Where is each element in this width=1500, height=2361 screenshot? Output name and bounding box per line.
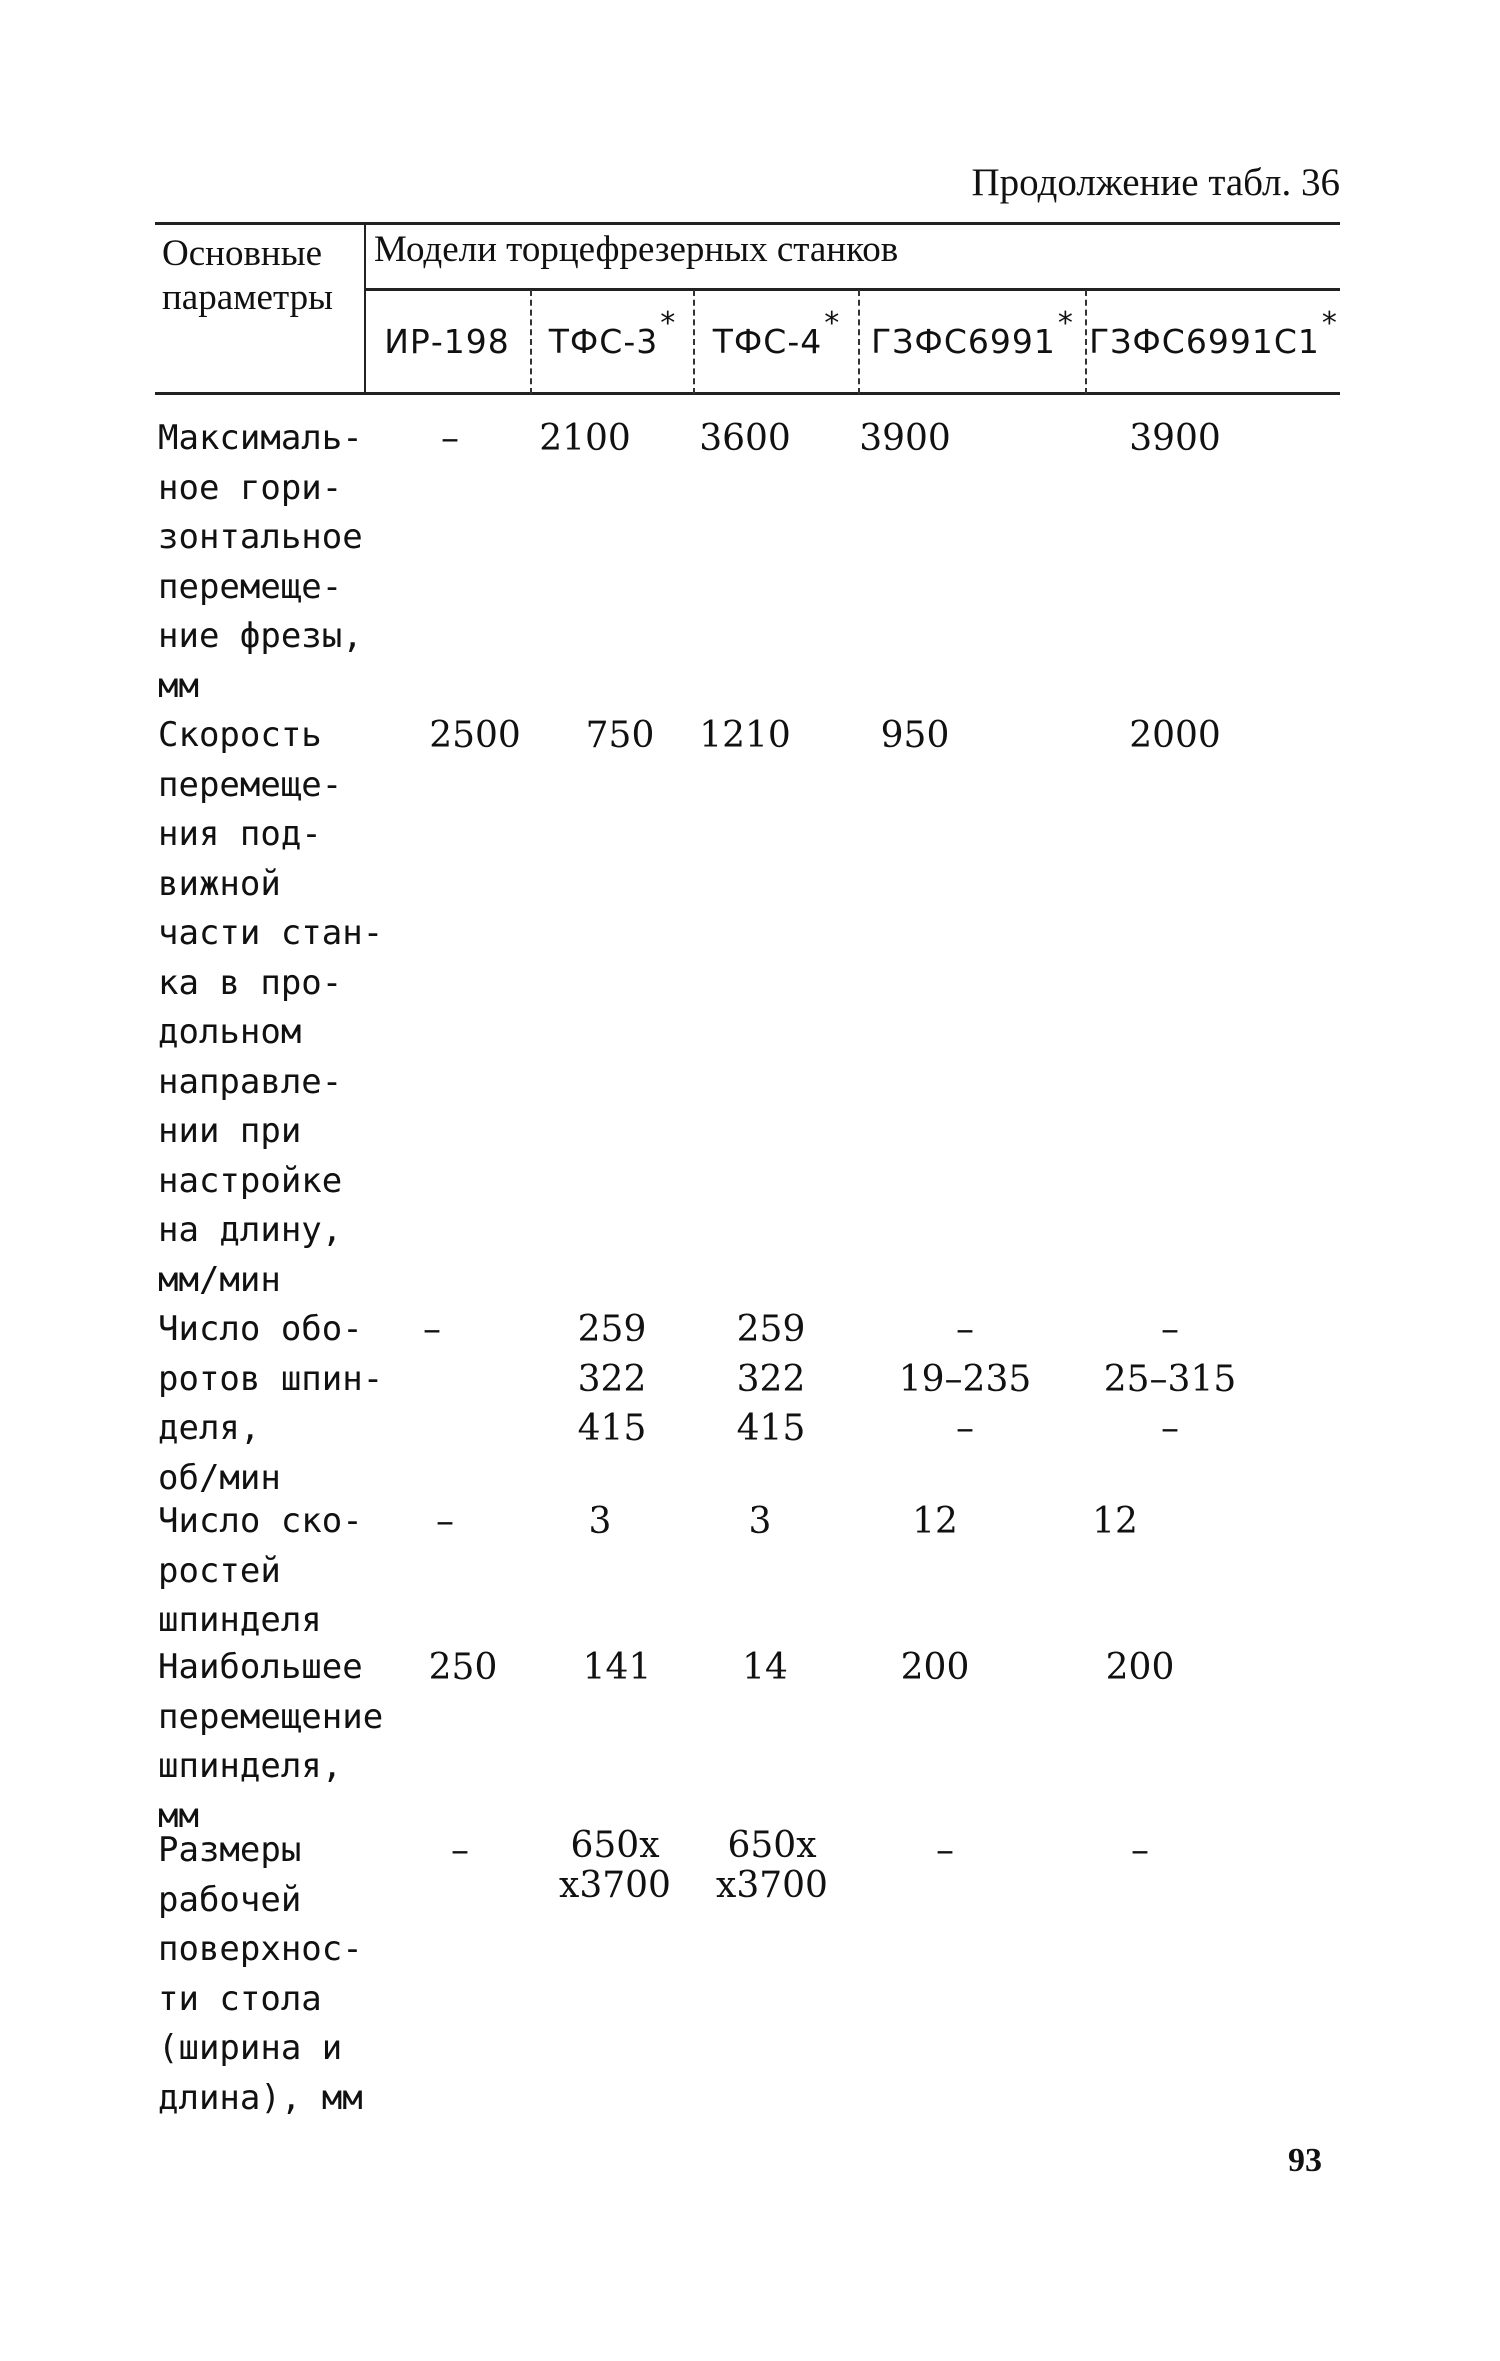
group-underline: [366, 288, 1340, 291]
value-cell: 3600: [699, 418, 791, 459]
column-header-gzfs6991: ГЗФС6991 *: [871, 305, 1074, 361]
column-header-ir198: ИР-198: [384, 321, 510, 361]
param-cell: Скорость перемеще- ния под- вижной части стан- ка в про- дольном направле- нии при настройке на длину, мм/мин: [158, 715, 384, 1300]
column-header-tfs3: ТФС-3 *: [548, 305, 677, 361]
header-bottom-rule: [155, 392, 1340, 395]
value-cell: 650х х3700: [559, 1825, 671, 1906]
value-cell: 141: [582, 1647, 652, 1688]
value-cell: 950: [880, 715, 950, 756]
value-cell: 200: [900, 1647, 970, 1688]
param-cell: Число обо- ротов шпин- деля, об/мин: [158, 1309, 384, 1498]
page-number: 93: [1288, 2142, 1322, 2179]
value-cell: – 25–315 –: [1103, 1309, 1237, 1449]
value-cell: –: [936, 1830, 954, 1871]
value-cell: 3: [748, 1501, 772, 1542]
value-cell: –: [1131, 1830, 1149, 1871]
column-header-gzfs6991s1: ГЗФС6991С1 *: [1089, 305, 1338, 361]
value-cell: 2000: [1129, 715, 1221, 756]
value-cell: 259 322 415: [736, 1309, 806, 1449]
group-header: Модели торцефрезерных станков: [374, 229, 899, 270]
value-cell: 3900: [859, 418, 951, 459]
value-cell: –: [423, 1309, 441, 1350]
value-cell: –: [441, 418, 459, 459]
value-cell: 3: [588, 1501, 612, 1542]
param-cell: Наибольшее перемещение шпинделя, мм: [158, 1647, 384, 1836]
value-cell: 2100: [539, 418, 631, 459]
value-cell: – 19–235 –: [898, 1309, 1032, 1449]
value-cell: 12: [1092, 1501, 1138, 1542]
param-cell: Максималь- ное гори- зонтальное перемеще- ние фрезы, мм: [158, 418, 363, 706]
value-cell: 1210: [699, 715, 791, 756]
value-cell: 250: [428, 1647, 498, 1688]
table-top-rule: [155, 222, 1340, 225]
value-cell: –: [436, 1501, 454, 1542]
value-cell: 750: [585, 715, 655, 756]
value-cell: 259 322 415: [577, 1309, 647, 1449]
column-header-tfs4: ТФС-4 *: [712, 305, 841, 361]
value-cell: 14: [742, 1647, 788, 1688]
param-cell: Размеры рабочей поверхнос- ти стола (ширина и длина), мм: [158, 1830, 363, 2118]
param-header: Основные параметры: [162, 233, 333, 318]
value-cell: 650х х3700: [716, 1825, 828, 1906]
value-cell: 12: [912, 1501, 958, 1542]
table-caption: Продолжение табл. 36: [971, 161, 1340, 204]
value-cell: 200: [1105, 1647, 1175, 1688]
value-cell: 2500: [429, 715, 521, 756]
param-cell: Число ско- ростей шпинделя: [158, 1501, 363, 1640]
value-cell: 3900: [1129, 418, 1221, 459]
value-cell: –: [451, 1830, 469, 1871]
